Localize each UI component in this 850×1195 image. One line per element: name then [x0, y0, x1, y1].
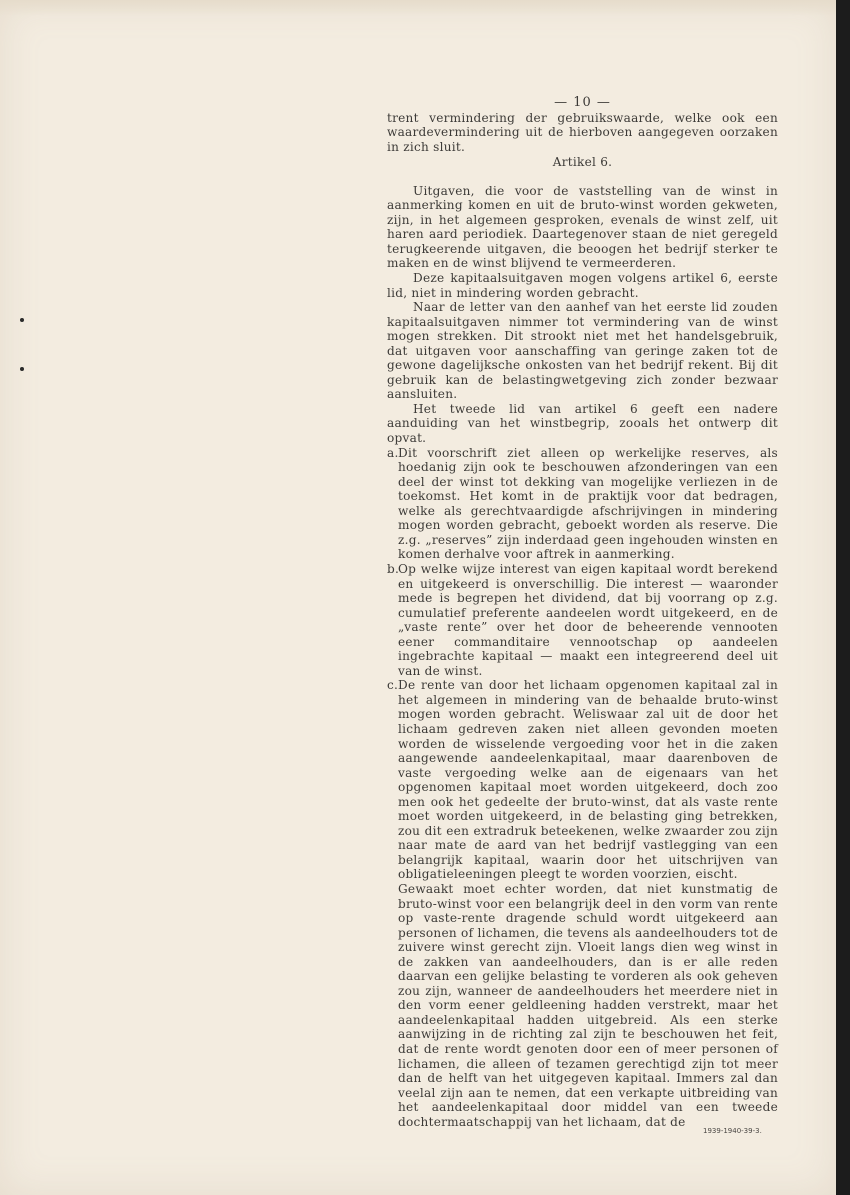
article-heading: Artikel 6.	[552, 155, 613, 170]
paragraph-1: Uitgaven, die voor de vaststelling van de winst in aanmerking komen en uit de bruto-winst worden gekweten, zijn, in het algemeen gesproken, evenals de winst zelf, uit haren aard periodiek. Daartegenover staan de niet geregeld terugkeerende uitgaven, die beoogen het bedrijf sterker te maken en de winst blijvend te vermeerderen.	[387, 183, 778, 271]
list-item-c	[387, 678, 778, 1129]
binding-hole-mark	[20, 318, 24, 322]
page-top-edge	[0, 0, 836, 16]
intro-paragraph: trent vermindering der gebruikswaarde, welke ook een waardevermindering uit de hierboven aangegeven oorzaken in zich sluit.	[387, 110, 778, 154]
paragraph-3: Naar de letter van den aanhef van het eerste lid zouden kapitaalsuitgaven nimmer tot vermindering van de winst mogen strekken. Dit strookt niet met het handelsgebruik, dat uitgaven voor aanschaffing van geringe zaken tot de gewone dagelijksche onkosten van het bedrijf rekent. Bij dit gebruik kan de belastingwetgeving zich zonder bezwaar aansluiten.	[387, 300, 778, 402]
list-text-c: De rente van door het lichaam opgenomen kapitaal zal in het algemeen in mindering van de behaalde bruto-winst mogen worden gebracht. Weliswaar zal uit de door het lichaam gedreven zaken niet alleen gevonden moeten worden de wisselende vergoeding voor het in die zaken aangewende aandeelenkapitaal, maar daarenboven de vaste vergoeding welke aan de eigenaars van het opgenomen kapitaal moet worden uitgekeerd, doch zoo men ook het gedeelte der bruto-winst, dat als vaste rente moet worden uitgekeerd, in de belasting ging betrekken, zou dit een extradruk beteekenen, welke zwaarder zou zijn naar mate de aard van het bedrijf vastlegging van een belangrijk kapitaal, waarin door het uitschrijven van obligatieleeningen pleegt te worden voorzien, eischt.	[398, 678, 778, 882]
page-number: — 10 —	[554, 95, 611, 110]
paragraph-2: Deze kapitaalsuitgaven mogen volgens artikel 6, eerste lid, niet in mindering worden gebracht.	[387, 271, 778, 300]
text-column	[387, 96, 778, 1129]
paragraph-4: Het tweede lid van artikel 6 geeft een nadere aanduiding van het winstbegrip, zooals het ontwerp dit opvat.	[387, 401, 778, 446]
list-text-c-continued: Gewaakt moet echter worden, dat niet kunstmatig de bruto-winst voor een belangrijk deel in den vorm van rente op vaste-rente dragende schuld wordt uitgekeerd aan personen of lichamen, die tevens als aandeelhouders tot de zuivere winst gerecht zijn. Vloeit langs dien weg winst in de zakken van aandeelhouders, dan is er alle reden daarvan een gelijke belasting te vorderen als ook geheven zou zijn, wanneer de aandeelhouders het meerdere niet in den vorm eener geldleening hadden verstrekt, maar het aandeelenkapitaal hadden uitgebreid. Als een sterke aanwijzing in de richting zal zijn te beschouwen het feit, dat de rente wordt genoten door een of meer personen of lichamen, die alleen of tezamen gerechtigd zijn tot meer dan de helft van het uitgegeven kapitaal. Immers zal dan veelal zijn aan te nemen, dat een verkapte uitbreiding van het aandeelenkapitaal door middel van een tweede dochtermaatschappij van het lichaam, dat de	[398, 881, 778, 1129]
list-item-b	[387, 562, 778, 678]
list-item-a	[387, 446, 778, 562]
list-text-b: Op welke wijze interest van eigen kapitaal wordt berekend en uitgekeerd is onverschillig. Die interest — waaronder mede is begrepen het dividend, dat bij voorrang op z.g. cumulatief preferente aandeelen wordt uitgekeerd, en de „vaste rente” over het door de beheerende vennooten eener commanditaire vennootschap op aandeelen ingebrachte kapitaal — maakt een integreerend deel uit van de winst.	[398, 561, 778, 678]
list-text-a: Dit voorschrift ziet alleen op werkelijke reserves, als hoedanig zijn ook te beschouwen afzonderingen van een deel der winst tot dekking van mogelijke verliezen in de toekomst. Het komt in de praktijk voor dat bedragen, welke als gerechtvaardigde afschrijvingen in mindering mogen worden gebracht, geboekt worden als reserve. Die z.g. „reserves” zijn inderdaad geen ingehouden winsten en komen derhalve voor aftrek in aanmerking.	[398, 445, 778, 562]
list-label-c: c.	[387, 678, 399, 693]
list-label-b: b.	[387, 561, 400, 576]
footer-code: 1939-1940-39-3.	[703, 1127, 762, 1135]
list-label-a: a.	[387, 445, 399, 460]
binding-hole-mark	[20, 367, 24, 371]
